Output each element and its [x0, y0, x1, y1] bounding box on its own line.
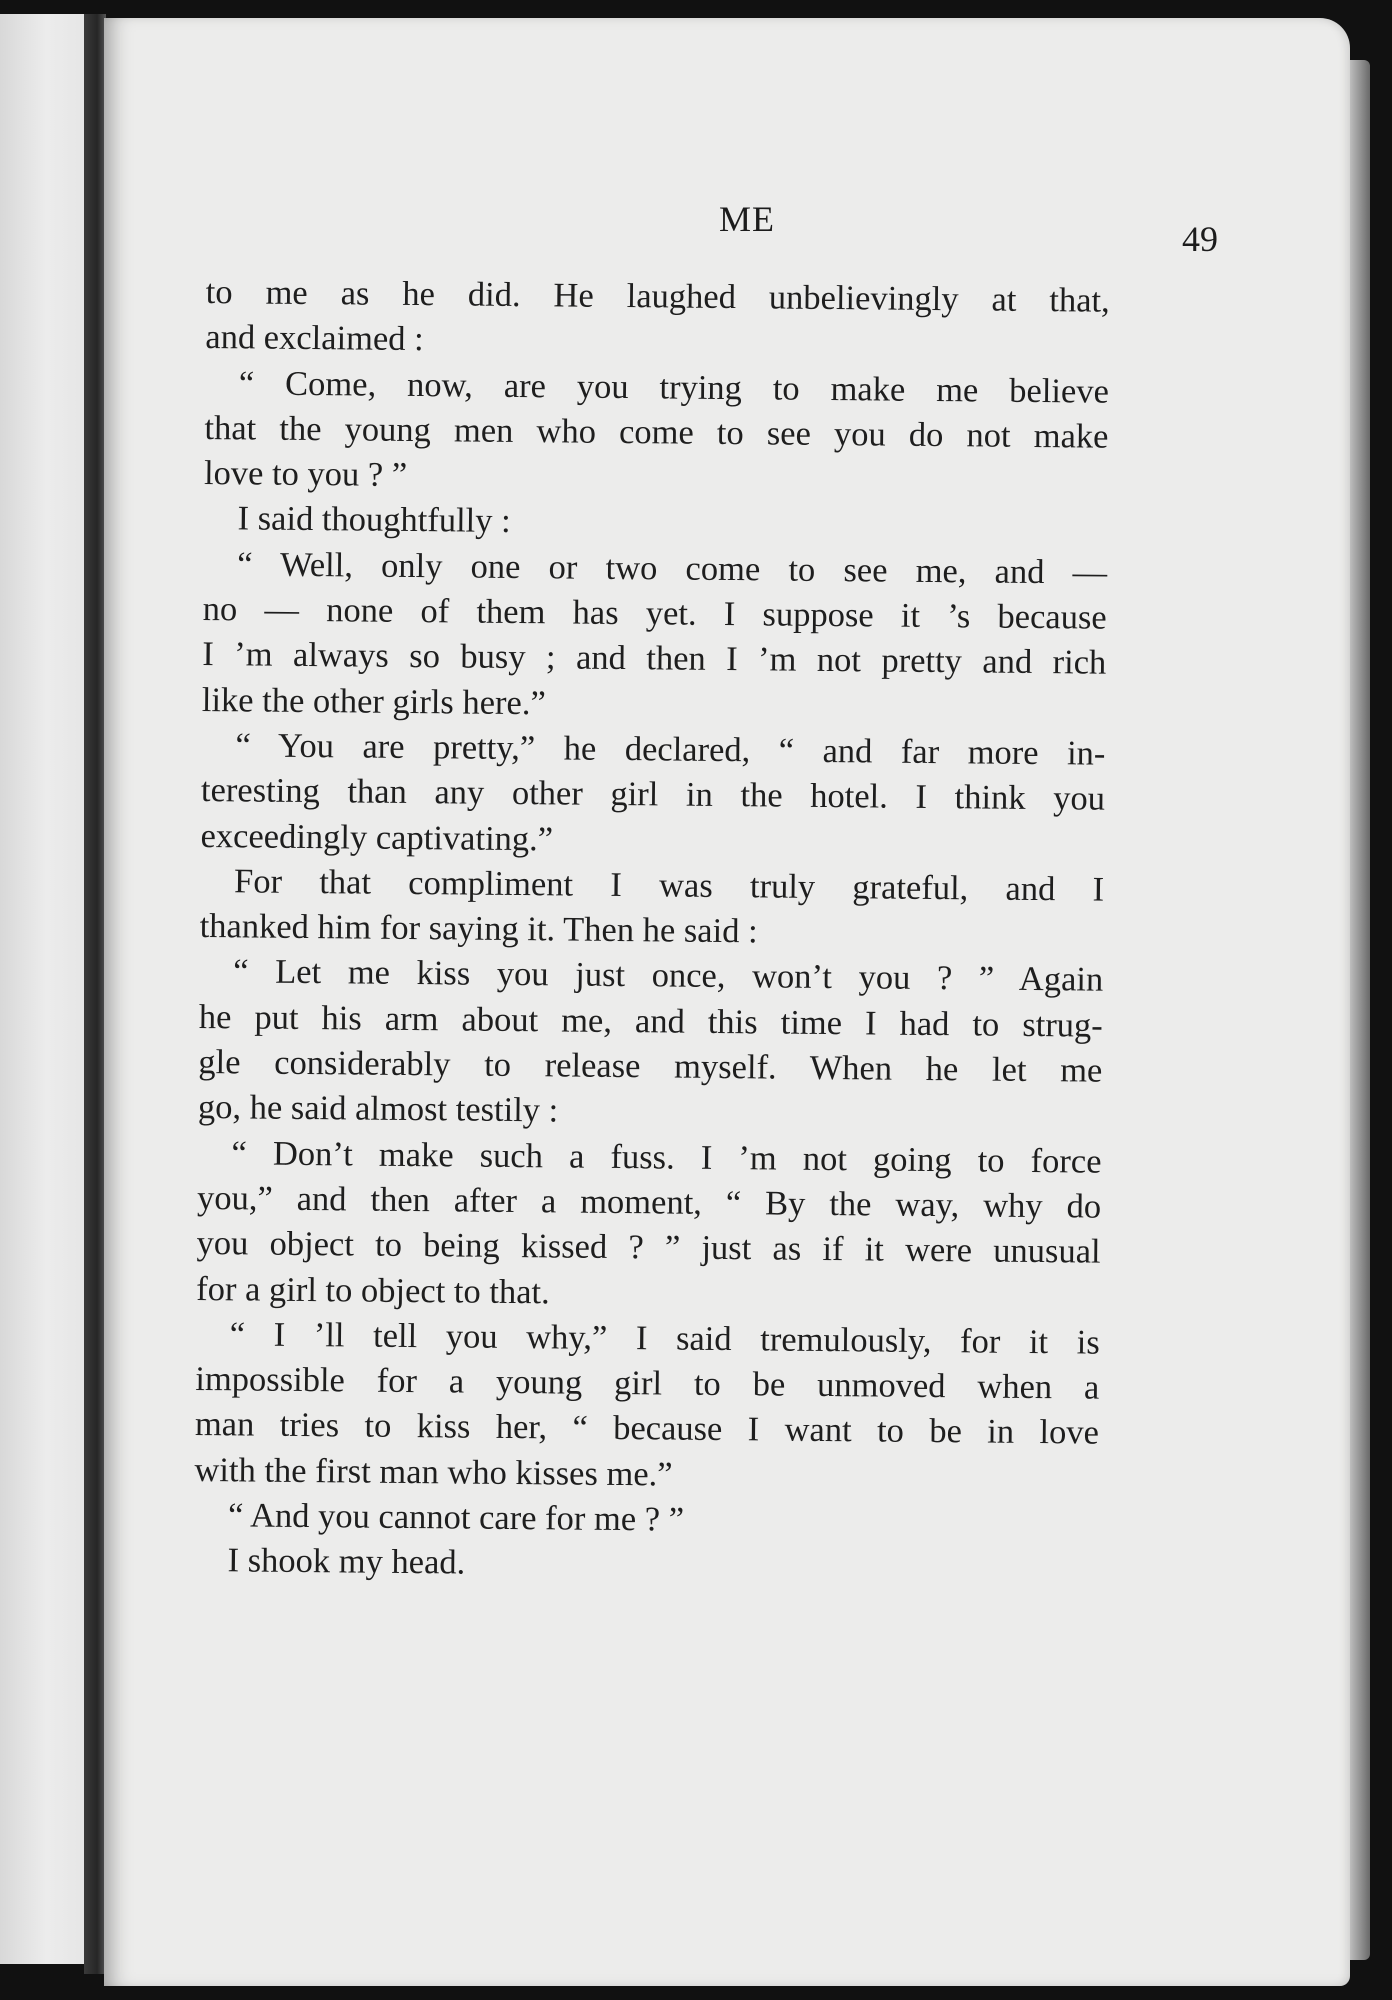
text-line: “ I ’ll tell you why,” I said tremulously, for it is [229, 1315, 1100, 1362]
text-line: I shook my head. [227, 1541, 466, 1582]
text-line: I ’m always so busy ; and then I ’m not pretty and rich [202, 635, 1107, 683]
text-line: “ You are pretty,” he declared, “ and far more in- [235, 726, 1106, 773]
text-line: I said thoughtfully : [237, 499, 511, 541]
text-line: and exclaimed : [205, 318, 424, 359]
text-line: like the other girls here.” [201, 680, 546, 722]
text-line: teresting than any other girl in the hotel. I think you [200, 771, 1106, 818]
text-line: gle considerably to release myself. When he let me [198, 1043, 1103, 1090]
text-line: go, he said almost testily : [197, 1088, 559, 1130]
text-line: no — none of them has yet. I suppose it ’s because [202, 590, 1107, 637]
text-line: impossible for a young girl to be unmoved when a [195, 1360, 1100, 1407]
text-line: “ Well, only one or two come to see me, and — [236, 545, 1108, 592]
running-title: ME [719, 199, 775, 239]
text-line: love to you ? ” [203, 454, 408, 495]
facing-page-edge [0, 14, 84, 1964]
text-line: For that compliment I was truly grateful, and I [233, 862, 1105, 909]
text-line: to me as he did. He laughed unbelievingly at that, [205, 272, 1110, 320]
text-line: “ Come, now, are you trying to make me believe [238, 363, 1110, 411]
text-line: he put his arm about me, and this time I had to strug- [198, 997, 1103, 1045]
text-line: “ Let me kiss you just once, won’t you ? ” Again [233, 952, 1104, 1000]
text-line: with the first man who kisses me.” [194, 1450, 673, 1494]
text-line: “ Don’t make such a fuss. I ’m not going to force [231, 1133, 1102, 1181]
text-line: for a girl to object to that. [196, 1269, 550, 1311]
page-body-text [193, 270, 1110, 1592]
text-line: you,” and then after a moment, “ By the way, why do [196, 1178, 1102, 1226]
page-number: 49 [1182, 219, 1218, 259]
text-line: man tries to kiss her, “ because I want to be in love [194, 1405, 1100, 1453]
book-gutter [84, 14, 106, 1974]
text-line: thanked him for saying it. Then he said : [199, 907, 758, 951]
text-line: “ And you cannot care for me ? ” [227, 1496, 685, 1539]
right-page-edge [1350, 60, 1370, 1960]
book-page [104, 18, 1350, 1986]
text-line: exceedingly captivating.” [200, 816, 554, 858]
text-line: you object to being kissed ? ” just as if it were unusual [196, 1224, 1101, 1271]
text-line: that the young men who come to see you do not make [204, 408, 1109, 456]
